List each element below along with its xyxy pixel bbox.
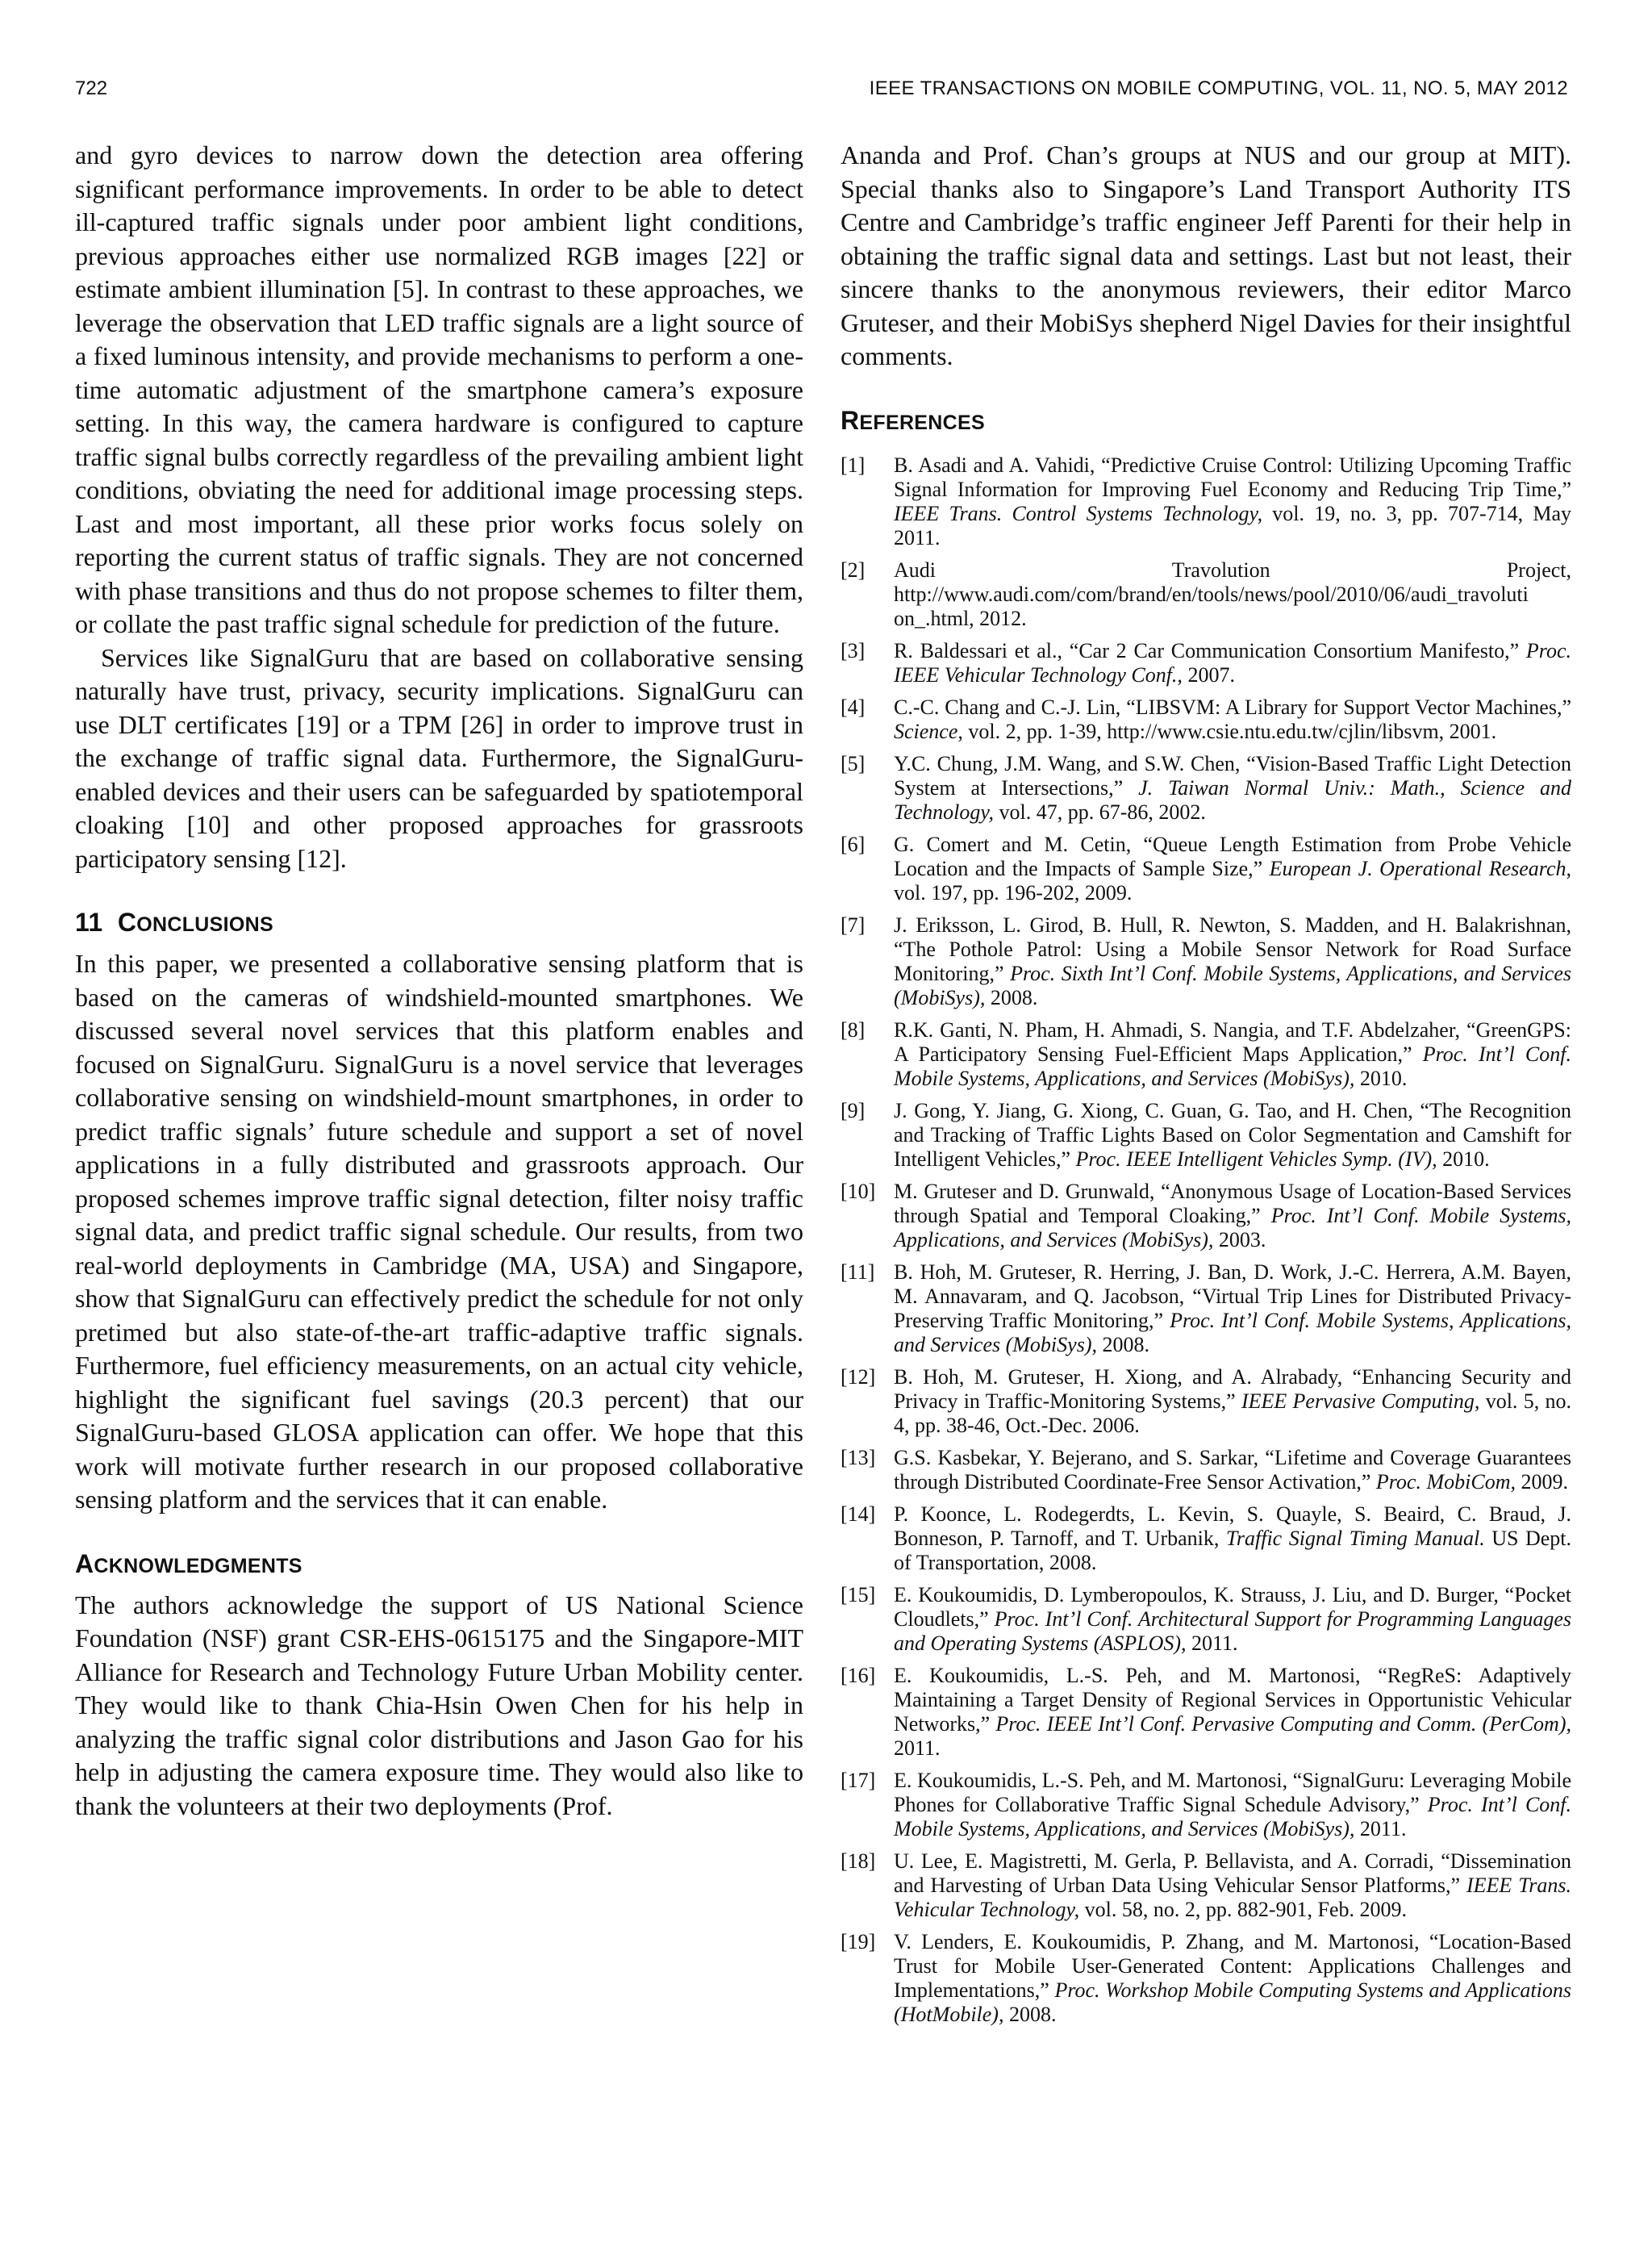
reference-text — [894, 1502, 1571, 1575]
reference-venue: Proc. MobiCom, — [1375, 1469, 1516, 1494]
reference-number: [1] — [841, 453, 866, 477]
reference-text — [894, 696, 1571, 744]
reference-venue: Traffic Signal Timing Manual. — [1225, 1526, 1485, 1550]
heading-conclusions — [75, 908, 803, 938]
ack-initial: A — [75, 1548, 94, 1578]
reference-authors-title: E. Koukoumidis, D. Lymberopoulos, K. Strauss, J. Liu, and D. Burger, “Pocket Cloudlets,” — [894, 1582, 1571, 1631]
reference-details: vol. 58, no. 2, pp. 882-901, Feb. 2009. — [1079, 1897, 1408, 1921]
reference-venue: Proc. Workshop Mobile Computing Systems and Applications (HotMobile), — [894, 1978, 1571, 2026]
reference-authors-title: P. Koonce, L. Rodegerdts, L. Kevin, S. Quayle, S. Beaird, C. Braud, J. Bonneson, P. Tarnoff, and T. Urbanik, — [894, 1502, 1571, 1550]
conclusions-number: 11 — [75, 908, 103, 937]
reference-authors-title: G.S. Kasbekar, Y. Bejerano, and S. Sarkar, “Lifetime and Coverage Guarantees through Distributed Coordinate-Free Sensor Activation,” — [894, 1445, 1571, 1494]
reference-venue: Proc. Int’l Conf. Mobile Systems, Applications, and Services (MobiSys), — [894, 1203, 1571, 1251]
reference-item — [841, 1930, 1571, 2027]
reference-authors-title: C.-C. Chang and C.-J. Lin, “LIBSVM: A Library for Support Vector Machines,” — [894, 695, 1571, 719]
reference-venue: European J. Operational Research, — [1269, 856, 1571, 880]
reference-number: [4] — [841, 695, 866, 719]
reference-text — [894, 752, 1571, 825]
reference-item — [841, 1849, 1571, 1922]
left-column — [75, 139, 803, 1823]
reference-number: [9] — [841, 1098, 866, 1122]
reference-item — [841, 1099, 1571, 1172]
reference-text — [894, 1260, 1571, 1357]
paragraph-related-work: and gyro devices to narrow down the detection area offering significant performance improvements. In order to be able to detect ill-captured traffic signals under poor ambient light conditions, previous approaches either use normalized RGB images [22] or estimate ambient illumination [5]. In contrast to these approaches, we leverage the observation that LED traffic signals are a light source of a fixed luminous intensity, and provide mechanisms to perform a one-time automatic adjustment of the smartphone camera’s exposure setting. In this way, the camera hardware is configured to capture traffic signal bulbs correctly regardless of the prevailing ambient light conditions, obviating the need for additional image processing steps. Last and most important, all these prior works focus solely on reporting the current status of traffic signals. They are not concerned with phase transitions and thus do not propose schemes to filter them, or collate the past traffic signal schedule for prediction of the future. — [75, 140, 803, 638]
reference-details: 2011. — [894, 1736, 941, 1760]
reference-venue: IEEE Pervasive Computing, — [1241, 1389, 1480, 1413]
reference-details: 2009. — [1515, 1469, 1568, 1494]
reference-details: US Dept. of Transportation, 2008. — [894, 1526, 1571, 1574]
reference-venue: Proc. Int’l Conf. Mobile Systems, Applications, and Services (MobiSys), — [894, 1042, 1571, 1090]
reference-venue: Science, — [894, 719, 963, 743]
reference-text — [894, 1583, 1571, 1656]
reference-item — [841, 1446, 1571, 1494]
reference-list — [841, 453, 1571, 2027]
reference-details: vol. 5, no. 4, pp. 38-46, Oct.-Dec. 2006. — [894, 1389, 1571, 1437]
reference-item — [841, 833, 1571, 905]
reference-details: vol. 47, pp. 67-86, 2002. — [993, 800, 1206, 824]
reference-text — [894, 1849, 1571, 1922]
reference-details: 2008. — [985, 985, 1038, 1009]
reference-text — [894, 1446, 1571, 1494]
reference-item — [841, 1583, 1571, 1656]
heading-acknowledgments — [75, 1549, 803, 1579]
reference-details: 2010. — [1354, 1066, 1408, 1090]
reference-item — [841, 558, 1571, 631]
reference-number: [13] — [841, 1445, 876, 1469]
reference-authors-title: Audi Travolution Project, http://www.audi.com/com/brand/en/tools/news/pool/2010/06/audi_travoluti on_.html, 2012. — [894, 558, 1571, 630]
reference-venue: Proc. Int’l Conf. Mobile Systems, Applications, and Services (MobiSys), — [894, 1792, 1572, 1840]
reference-text — [894, 1180, 1571, 1252]
reference-item — [841, 752, 1571, 825]
reference-details: 2008. — [1096, 1332, 1149, 1356]
reference-authors-title: M. Gruteser and D. Grunwald, “Anonymous Usage of Location-Based Services through Spatial and Temporal Cloaking,” — [894, 1179, 1571, 1227]
reference-text — [894, 1930, 1571, 2027]
reference-text — [894, 453, 1571, 550]
reference-details: 2011. — [1354, 1816, 1407, 1840]
page-number: 722 — [75, 77, 108, 99]
reference-number: [11] — [841, 1260, 875, 1284]
reference-item — [841, 696, 1571, 744]
conclusions-rest: ONCLUSIONS — [136, 913, 273, 936]
reference-authors-title: J. Eriksson, L. Girod, B. Hull, R. Newton, S. Madden, and H. Balakrishnan, “The Pothole Patrol: Using a Mobile Sensor Network for Road Surface Monitoring,” — [894, 913, 1571, 985]
journal-title: IEEE TRANSACTIONS ON MOBILE COMPUTING, VOL. 11, NO. 5, MAY 2012 — [869, 77, 1568, 99]
running-header — [0, 77, 1652, 110]
reference-number: [15] — [841, 1582, 876, 1606]
reference-item — [841, 639, 1571, 687]
reference-venue: Proc. Sixth Int’l Conf. Mobile Systems, Applications, and Services (MobiSys), — [894, 961, 1571, 1009]
reference-text — [894, 1769, 1571, 1841]
reference-item — [841, 1018, 1571, 1091]
reference-item — [841, 1365, 1571, 1438]
reference-details: 2003. — [1213, 1227, 1266, 1251]
reference-number: [16] — [841, 1663, 876, 1687]
paragraph-acknowledgments-cont: Ananda and Prof. Chan’s groups at NUS and our group at MIT). Special thanks also to Singapore’s Land Transport Authority ITS Centre and Cambridge’s traffic engineer Jeff Parenti for their help in obtaining the traffic signal data and settings. Last but not least, their sincere thanks to the anonymous reviewers, their editor Marco Gruteser, and their MobiSys shepherd Nigel Davies for their insightful comments. — [841, 140, 1571, 370]
reference-text — [894, 639, 1571, 687]
reference-venue: Proc. IEEE Int’l Conf. Pervasive Computing and Comm. (PerCom), — [995, 1711, 1571, 1736]
reference-venue: Proc. Int’l Conf. Architectural Support for Programming Languages and Operating Systems (ASPLOS), — [894, 1606, 1571, 1655]
reference-authors-title: R. Baldessari et al., “Car 2 Car Communication Consortium Manifesto,” — [894, 638, 1526, 662]
reference-details: vol. 2, pp. 1-39, http://www.csie.ntu.edu.tw/cjlin/libsvm, 2001. — [962, 719, 1497, 743]
heading-references — [841, 406, 1571, 436]
refs-initial: R — [841, 405, 860, 435]
conclusions-initial: C — [117, 908, 137, 937]
ack-rest: CKNOWLEDGMENTS — [94, 1554, 302, 1577]
reference-details: 2010. — [1437, 1147, 1490, 1171]
reference-number: [7] — [841, 913, 866, 937]
refs-rest: EFERENCES — [859, 411, 985, 434]
paragraph-trust-privacy: Services like SignalGuru that are based on collaborative sensing naturally have trust, privacy, security implications. SignalGuru can use DLT certificates [19] or a TPM [26] in order to improve trust in the exchange of traffic signal data. Furthermore, the SignalGuru-enabled devices and their users can be safeguarded by spatiotemporal cloaking [10] and other proposed approaches for grassroots participatory sensing [12]. — [75, 642, 803, 873]
reference-item — [841, 1664, 1571, 1761]
reference-number: [18] — [841, 1849, 876, 1873]
reference-number: [19] — [841, 1929, 876, 1953]
reference-item — [841, 1260, 1571, 1357]
reference-number: [5] — [841, 751, 866, 775]
reference-authors-title: B. Hoh, M. Gruteser, H. Xiong, and A. Alrabady, “Enhancing Security and Privacy in Traffic-Monitoring Systems,” — [894, 1364, 1571, 1413]
reference-venue: J. Taiwan Normal Univ.: Math., Science and Technology, — [894, 775, 1571, 824]
reference-authors-title: U. Lee, E. Magistretti, M. Gerla, P. Bellavista, and A. Corradi, “Dissemination and Harvesting of Urban Data Using Vehicular Sensor Platforms,” — [894, 1849, 1571, 1897]
reference-text — [894, 558, 1571, 631]
reference-authors-title: B. Asadi and A. Vahidi, “Predictive Cruise Control: Utilizing Upcoming Traffic Signal Information for Improving Fuel Economy and Reducing Trip Time,” — [894, 453, 1571, 501]
reference-details: vol. 19, no. 3, pp. 707-714, May 2011. — [894, 501, 1571, 549]
reference-authors-title: Y.C. Chung, J.M. Wang, and S.W. Chen, “Vision-Based Traffic Light Detection System at Intersections,” — [894, 751, 1571, 800]
reference-item — [841, 453, 1571, 550]
reference-item — [841, 1769, 1571, 1841]
reference-details: 2011. — [1186, 1631, 1238, 1655]
reference-venue: IEEE Trans. Vehicular Technology, — [894, 1873, 1571, 1921]
reference-number: [8] — [841, 1017, 866, 1042]
reference-venue: IEEE Trans. Control Systems Technology, — [894, 501, 1263, 525]
reference-number: [6] — [841, 832, 866, 856]
paragraph-acknowledgments: The authors acknowledge the support of US National Science Foundation (NSF) grant CSR-EHS-0615175 and the Singapore-MIT Alliance for Research and Technology Future Urban Mobility center. They would like to thank Chia-Hsin Owen Chen for his help in analyzing the traffic signal color distributions and Jason Gao for his help in adjusting the camera exposure time. They would also like to thank the volunteers at their two deployments (Prof. — [75, 1590, 803, 1820]
reference-details: vol. 197, pp. 196-202, 2009. — [894, 880, 1133, 904]
reference-number: [2] — [841, 558, 866, 582]
reference-text — [894, 833, 1571, 905]
reference-authors-title: V. Lenders, E. Koukoumidis, P. Zhang, and M. Martonosi, “Location-Based Trust for Mobile User-Generated Content: Applications Challenges and Implementations,” — [894, 1929, 1571, 2002]
reference-authors-title: E. Koukoumidis, L.-S. Peh, and M. Martonosi, “SignalGuru: Leveraging Mobile Phones for Collaborative Traffic Signal Schedule Advisory,” — [894, 1768, 1571, 1816]
reference-details: 2008. — [1003, 2002, 1057, 2026]
paragraph-conclusions: In this paper, we presented a collaborative sensing platform that is based on the cameras of windshield-mounted smartphones. We discussed several novel services that this platform enables and focused on SignalGuru. SignalGuru is a novel service that leverages collaborative sensing on windshield-mount smartphones, in order to predict traffic signals’ future schedule and support a set of novel applications in a fully distributed and grassroots approach. Our proposed schemes improve traffic signal detection, filter noisy traffic signal data, and predict traffic signal schedule. Our results, from two real-world deployments in Cambridge (MA, USA) and Singapore, show that SignalGuru can effectively predict the schedule for not only pretimed but also state-of-the-art traffic-adaptive traffic signals. Furthermore, fuel efficiency measurements, on an actual city vehicle, highlight the significant fuel savings (20.3 percent) that our SignalGuru-based GLOSA application can offer. We hope that this work will motivate further research in our proposed collaborative sensing platform and the services that it can enable. — [75, 949, 803, 1514]
reference-item — [841, 913, 1571, 1010]
reference-details: 2007. — [1182, 662, 1235, 687]
reference-text — [894, 913, 1571, 1010]
reference-number: [3] — [841, 638, 866, 662]
reference-venue: Proc. IEEE Vehicular Technology Conf., — [894, 638, 1571, 687]
reference-authors-title: G. Comert and M. Cetin, “Queue Length Estimation from Probe Vehicle Location and the Impacts of Sample Size,” — [894, 832, 1571, 880]
reference-authors-title: B. Hoh, M. Gruteser, R. Herring, J. Ban, D. Work, J.-C. Herrera, A.M. Bayen, M. Annavaram, and Q. Jacobson, “Virtual Trip Lines for Distributed Privacy-Preserving Traffic Monitoring,” — [894, 1260, 1571, 1332]
reference-item — [841, 1180, 1571, 1252]
reference-item — [841, 1502, 1571, 1575]
reference-text — [894, 1018, 1571, 1091]
reference-number: [14] — [841, 1502, 876, 1526]
reference-number: [10] — [841, 1179, 876, 1203]
reference-text — [894, 1099, 1571, 1172]
right-column — [841, 139, 1571, 2035]
reference-authors-title: E. Koukoumidis, L.-S. Peh, and M. Martonosi, “RegReS: Adaptively Maintaining a Target Density of Regional Services in Opportunistic Vehicular Networks,” — [894, 1663, 1571, 1736]
reference-text — [894, 1365, 1571, 1438]
reference-number: [17] — [841, 1768, 876, 1792]
reference-authors-title: J. Gong, Y. Jiang, G. Xiong, C. Guan, G. Tao, and H. Chen, “The Recognition and Tracking of Traffic Lights Based on Color Segmentation and Camshift for Intelligent Vehicles,” — [894, 1098, 1571, 1171]
reference-venue: Proc. IEEE Intelligent Vehicles Symp. (IV), — [1075, 1147, 1437, 1171]
reference-authors-title: R.K. Ganti, N. Pham, H. Ahmadi, S. Nangia, and T.F. Abdelzaher, “GreenGPS: A Participatory Sensing Fuel-Efficient Maps Application,” — [894, 1017, 1571, 1066]
reference-venue: Proc. Int’l Conf. Mobile Systems, Applications, and Services (MobiSys), — [894, 1308, 1571, 1356]
reference-text — [894, 1664, 1571, 1761]
reference-number: [12] — [841, 1364, 876, 1389]
